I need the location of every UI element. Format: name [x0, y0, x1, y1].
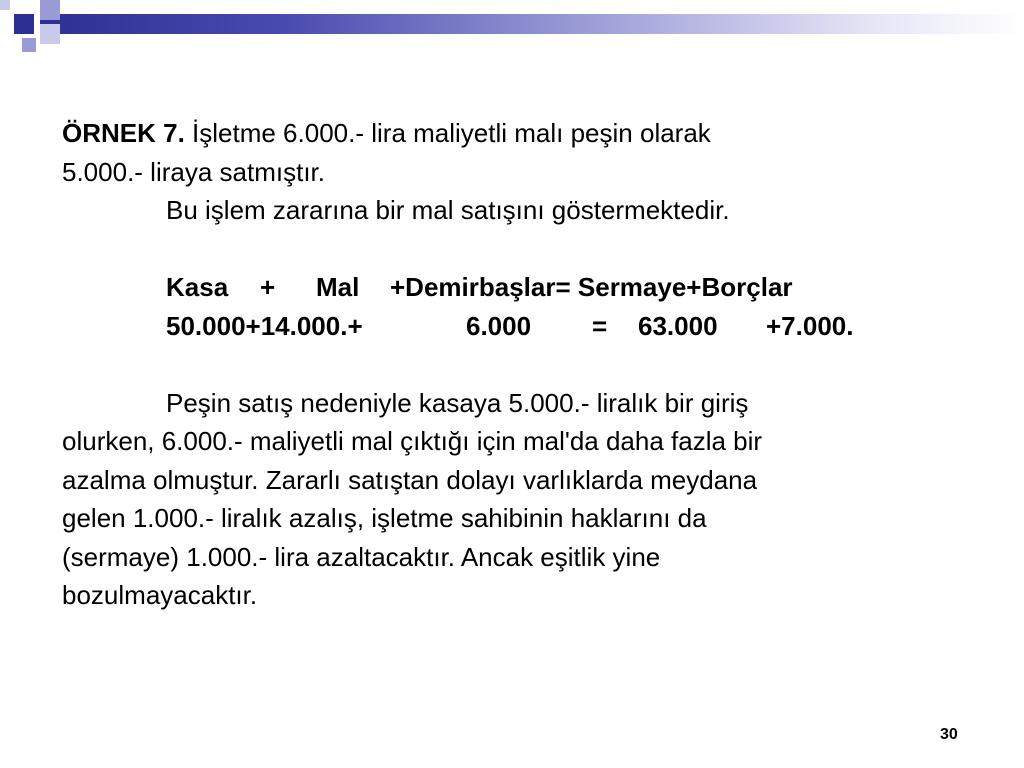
- equation-values-row: [62, 307, 962, 346]
- header-decoration-bar: [40, 14, 1024, 34]
- equation-header-row: [62, 268, 962, 307]
- example-text-line-2: 5.000.- liraya satmıştır.: [62, 156, 325, 187]
- example-text: İşletme 6.000.- lira maliyetli malı peşin olarak: [184, 118, 711, 148]
- example-label: ÖRNEK 7.: [62, 118, 185, 148]
- equation-value-4: +7.000.: [766, 310, 854, 341]
- example-intro-line: [62, 114, 962, 153]
- decoration-square: [0, 0, 10, 10]
- decoration-square: [40, 24, 60, 44]
- equation-rest: +Demirbaşlar= Sermaye+Borçlar: [390, 272, 793, 302]
- paragraph-line: olurken, 6.000.- maliyetli mal çıktığı için mal'da daha fazla bir: [62, 426, 763, 456]
- spacer: [62, 345, 962, 384]
- decoration-square: [40, 0, 60, 20]
- equation-plus: +: [260, 272, 276, 302]
- equation-value-1: 50.000+14.000.+: [166, 310, 363, 341]
- example-explanation: Bu işlem zararına bir mal satışını göstermektedir.: [166, 195, 730, 225]
- paragraph-line: gelen 1.000.- liralık azalış, işletme sahibinin haklarını da: [62, 503, 707, 533]
- paragraph-line: (sermaye) 1.000.- lira azaltacaktır. Ancak eşitlik yine: [62, 541, 661, 572]
- equation-value-2: 6.000: [466, 310, 532, 341]
- paragraph-line: bozulmayacaktır.: [62, 580, 258, 610]
- slide-content: [62, 114, 962, 615]
- paragraph-line: Peşin satış nedeniyle kasaya 5.000.- liralık bir giriş: [166, 387, 749, 418]
- spacer: [62, 230, 962, 269]
- equation-mal: Mal: [316, 272, 360, 302]
- equation-value-3: 63.000: [638, 310, 718, 341]
- equation-equals: =: [592, 310, 608, 341]
- decoration-square: [14, 14, 34, 34]
- decoration-square: [22, 38, 36, 52]
- equation-kasa: Kasa: [166, 272, 229, 302]
- paragraph-line: azalma olmuştur. Zararlı satıştan dolayı varlıklarda meydana: [62, 464, 758, 495]
- page-number: 30: [940, 726, 958, 743]
